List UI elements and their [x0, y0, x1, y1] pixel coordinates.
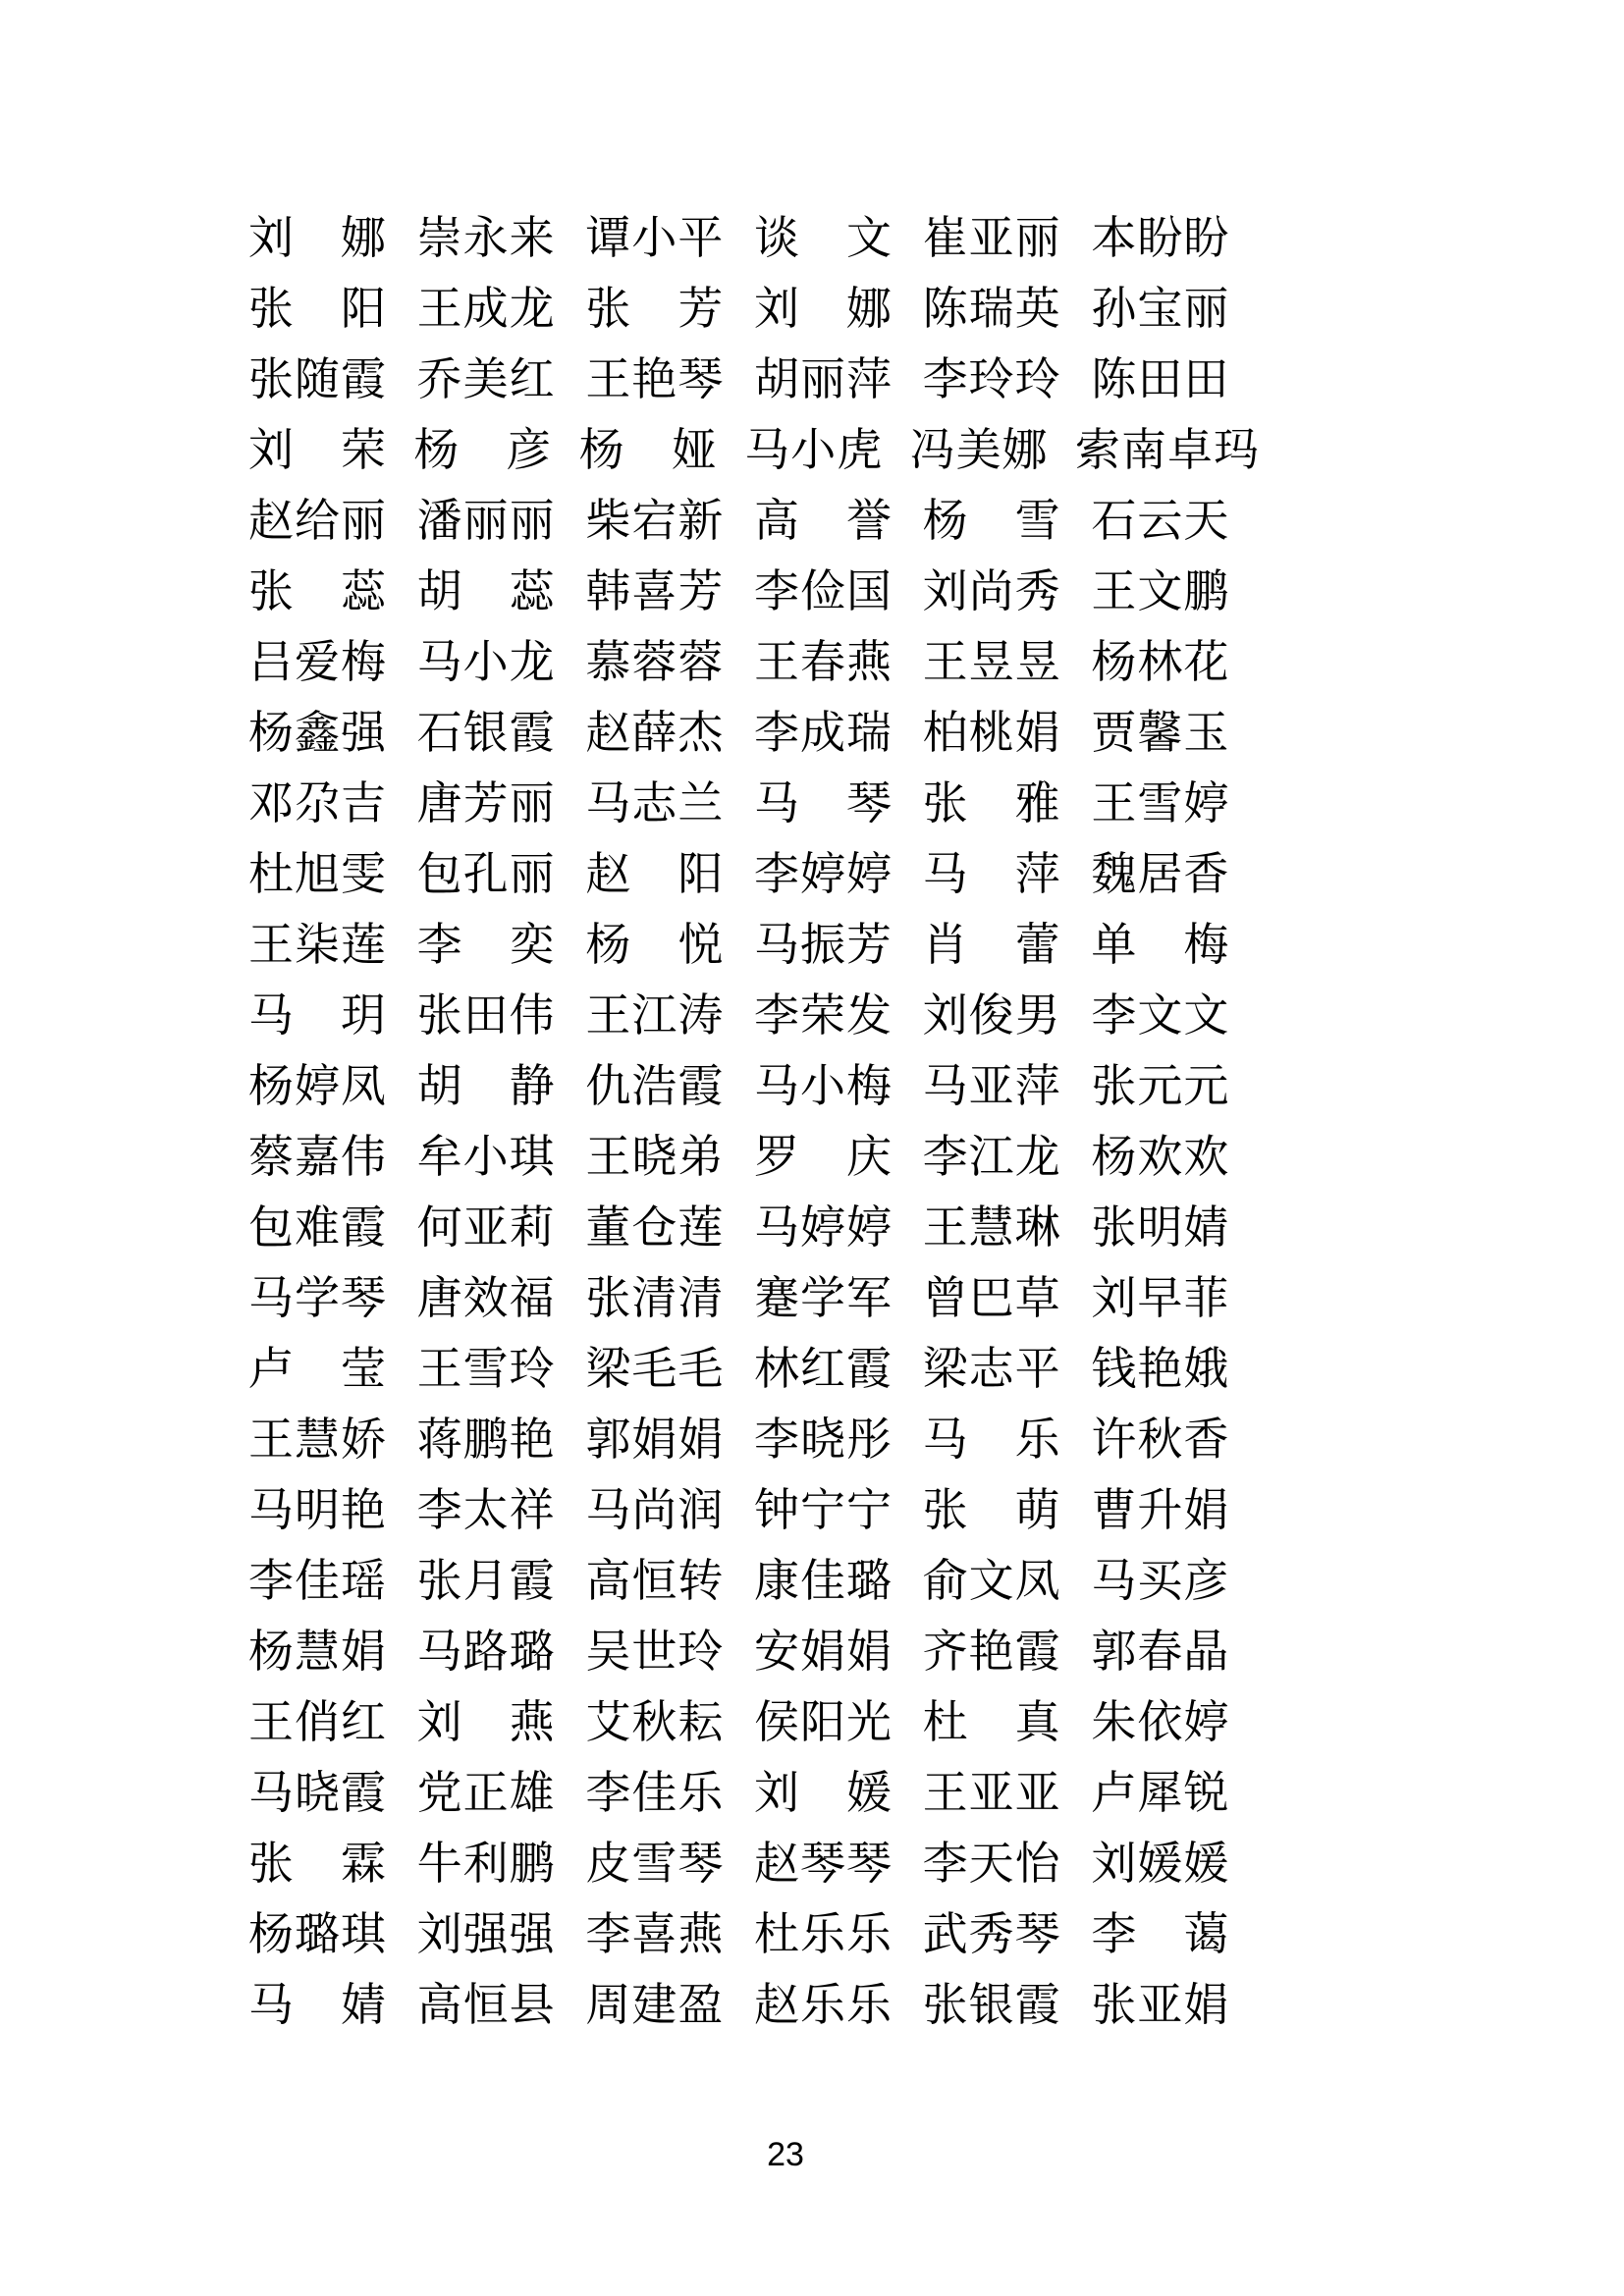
- name-cell: 杨 彦: [413, 425, 553, 475]
- name-cell: 肖 蕾: [922, 920, 1061, 970]
- name-cell: 李天怡: [922, 1839, 1061, 1889]
- name-cell: 乔美红: [416, 354, 556, 404]
- table-row: [248, 981, 1260, 1051]
- table-row: [248, 1405, 1260, 1475]
- name-cell: 马路璐: [416, 1627, 556, 1677]
- name-cell: 马 玥: [248, 990, 387, 1041]
- name-cell: 马明艳: [248, 1485, 387, 1535]
- table-row: [248, 627, 1260, 698]
- name-cell: 高 誉: [754, 496, 893, 546]
- name-cell: 索南卓玛: [1074, 425, 1260, 475]
- name-cell: 刘 荣: [248, 425, 387, 475]
- name-cell: 唐效福: [416, 1273, 556, 1323]
- name-cell: 慕蓉蓉: [585, 637, 725, 687]
- name-cell: 张元元: [1091, 1061, 1230, 1111]
- table-row: [248, 839, 1260, 910]
- name-cell: 张 阳: [248, 284, 387, 334]
- name-cell: 柏桃娟: [922, 708, 1061, 758]
- name-cell: 牛利鹏: [416, 1839, 556, 1889]
- name-cell: 马 婧: [248, 1980, 387, 2030]
- name-cell: 崇永来: [416, 213, 556, 263]
- name-cell: 齐艳霞: [922, 1627, 1061, 1677]
- name-cell: 马买彦: [1091, 1556, 1230, 1606]
- name-cell: 王成龙: [416, 284, 556, 334]
- table-row: [248, 1617, 1260, 1687]
- name-cell: 马 琴: [754, 778, 893, 828]
- name-cell: 刘尚秀: [922, 566, 1061, 616]
- name-cell: 马 萍: [922, 849, 1061, 899]
- name-cell: 郭娟娟: [585, 1415, 725, 1465]
- table-row: [248, 203, 1260, 274]
- name-cell: 李太祥: [416, 1485, 556, 1535]
- name-cell: 李婷婷: [754, 849, 893, 899]
- name-cell: 杨慧娟: [248, 1627, 387, 1677]
- name-cell: 赵薛杰: [585, 708, 725, 758]
- name-cell: 王雪玲: [416, 1344, 556, 1394]
- name-cell: 陈瑞英: [922, 284, 1061, 334]
- name-cell: 李俭国: [754, 566, 893, 616]
- name-cell: 朱依婷: [1091, 1697, 1230, 1747]
- name-cell: 牟小琪: [416, 1132, 556, 1182]
- name-cell: 石云天: [1091, 496, 1230, 546]
- name-cell: 邓尕吉: [248, 778, 387, 828]
- name-cell: 蒋鹏艳: [416, 1415, 556, 1465]
- name-cell: 张田伟: [416, 990, 556, 1041]
- name-cell: 魏居香: [1091, 849, 1230, 899]
- name-cell: 郭春晶: [1091, 1627, 1230, 1677]
- name-cell: 张明婧: [1091, 1202, 1230, 1253]
- name-cell: 陈田田: [1091, 354, 1230, 404]
- name-cell: 崔亚丽: [922, 213, 1061, 263]
- name-cell: 王文鹏: [1091, 566, 1230, 616]
- name-cell: 钟宁宁: [754, 1485, 893, 1535]
- name-cell: 杜旭雯: [248, 849, 387, 899]
- name-cell: 包难霞: [248, 1202, 387, 1253]
- table-row: [248, 769, 1260, 839]
- name-cell: 杨 悦: [585, 920, 725, 970]
- name-cell: 王慧娇: [248, 1415, 387, 1465]
- name-cell: 张 蕊: [248, 566, 387, 616]
- name-cell: 张银霞: [922, 1980, 1061, 2030]
- name-cell: 赵琴琴: [754, 1839, 893, 1889]
- name-cell: 王雪婷: [1091, 778, 1230, 828]
- name-cell: 石银霞: [416, 708, 556, 758]
- name-cell: 柴宕新: [585, 496, 725, 546]
- name-cell: 杨婷凤: [248, 1061, 387, 1111]
- name-cell: 杜乐乐: [754, 1909, 893, 1959]
- table-row: [248, 1546, 1260, 1617]
- name-cell: 唐芳丽: [416, 778, 556, 828]
- name-cell: 胡 静: [416, 1061, 556, 1111]
- name-cell: 冯美娜: [909, 425, 1049, 475]
- name-cell: 张随霞: [248, 354, 387, 404]
- name-cell: 吴世玲: [585, 1627, 725, 1677]
- name-cell: 马学琴: [248, 1273, 387, 1323]
- name-cell: 罗 庆: [754, 1132, 893, 1182]
- name-cell: 王昱昱: [922, 637, 1061, 687]
- name-cell: 蹇学军: [754, 1273, 893, 1323]
- name-cell: 仇浩霞: [585, 1061, 725, 1111]
- name-cell: 王艳琴: [585, 354, 725, 404]
- name-cell: 曾巴草: [922, 1273, 1061, 1323]
- name-cell: 马晓霞: [248, 1768, 387, 1818]
- name-cell: 康佳璐: [754, 1556, 893, 1606]
- name-cell: 李晓彤: [754, 1415, 893, 1465]
- name-cell: 王柒莲: [248, 920, 387, 970]
- name-cell: 李 蔼: [1091, 1909, 1230, 1959]
- name-cell: 马小虎: [744, 425, 884, 475]
- name-cell: 马 乐: [922, 1415, 1061, 1465]
- name-cell: 王俏红: [248, 1697, 387, 1747]
- name-cell: 李文文: [1091, 990, 1230, 1041]
- name-cell: 张 雅: [922, 778, 1061, 828]
- name-cell: 谭小平: [585, 213, 725, 263]
- page-number: 23: [767, 2136, 804, 2173]
- table-row: [248, 1334, 1260, 1405]
- table-row: [248, 1687, 1260, 1758]
- name-cell: 刘早菲: [1091, 1273, 1230, 1323]
- name-cell: 胡丽萍: [754, 354, 893, 404]
- name-cell: 赵给丽: [248, 496, 387, 546]
- name-cell: 卢 莹: [248, 1344, 387, 1394]
- name-cell: 董仓莲: [585, 1202, 725, 1253]
- name-cell: 李江龙: [922, 1132, 1061, 1182]
- name-grid: [248, 203, 1260, 2041]
- table-row: [248, 1122, 1260, 1193]
- name-cell: 孙宝丽: [1091, 284, 1230, 334]
- name-cell: 刘强强: [416, 1909, 556, 1959]
- name-cell: 王江涛: [585, 990, 725, 1041]
- name-cell: 梁毛毛: [585, 1344, 725, 1394]
- table-row: [248, 486, 1260, 557]
- name-cell: 艾秋耘: [585, 1697, 725, 1747]
- name-cell: 杨鑫强: [248, 708, 387, 758]
- name-cell: 高恒县: [416, 1980, 556, 2030]
- name-cell: 李喜燕: [585, 1909, 725, 1959]
- name-cell: 杨 雪: [922, 496, 1061, 546]
- name-cell: 杨 娅: [578, 425, 718, 475]
- table-row: [248, 1899, 1260, 1970]
- table-row: [248, 1829, 1260, 1899]
- table-row: [248, 698, 1260, 769]
- name-cell: 韩喜芳: [585, 566, 725, 616]
- name-cell: 王春燕: [754, 637, 893, 687]
- table-row: [248, 1758, 1260, 1829]
- table-row: [248, 1475, 1260, 1546]
- name-cell: 谈 文: [754, 213, 893, 263]
- name-cell: 杨璐琪: [248, 1909, 387, 1959]
- name-cell: 包孔丽: [416, 849, 556, 899]
- name-cell: 李佳乐: [585, 1768, 725, 1818]
- name-cell: 马振芳: [754, 920, 893, 970]
- name-cell: 刘 娜: [248, 213, 387, 263]
- name-cell: 林红霞: [754, 1344, 893, 1394]
- table-row: [248, 1051, 1260, 1122]
- name-cell: 俞文凤: [922, 1556, 1061, 1606]
- table-row: [248, 910, 1260, 981]
- name-cell: 刘俊男: [922, 990, 1061, 1041]
- name-cell: 赵 阳: [585, 849, 725, 899]
- name-cell: 马小梅: [754, 1061, 893, 1111]
- table-row: [248, 1970, 1260, 2041]
- name-cell: 贾馨玉: [1091, 708, 1230, 758]
- name-cell: 王亚亚: [922, 1768, 1061, 1818]
- name-cell: 梁志平: [922, 1344, 1061, 1394]
- name-cell: 张 霖: [248, 1839, 387, 1889]
- name-cell: 侯阳光: [754, 1697, 893, 1747]
- name-cell: 马亚萍: [922, 1061, 1061, 1111]
- name-cell: 杨林花: [1091, 637, 1230, 687]
- name-cell: 曹升娟: [1091, 1485, 1230, 1535]
- name-cell: 李佳瑶: [248, 1556, 387, 1606]
- name-cell: 安娟娟: [754, 1627, 893, 1677]
- name-cell: 胡 蕊: [416, 566, 556, 616]
- table-row: [248, 1263, 1260, 1334]
- name-cell: 高恒转: [585, 1556, 725, 1606]
- name-cell: 周建盈: [585, 1980, 725, 2030]
- name-cell: 卢犀锐: [1091, 1768, 1230, 1818]
- name-cell: 武秀琴: [922, 1909, 1061, 1959]
- name-cell: 张 萌: [922, 1485, 1061, 1535]
- name-cell: 刘媛媛: [1091, 1839, 1230, 1889]
- name-cell: 马婷婷: [754, 1202, 893, 1253]
- name-cell: 李成瑞: [754, 708, 893, 758]
- name-cell: 本盼盼: [1091, 213, 1230, 263]
- name-cell: 王晓弟: [585, 1132, 725, 1182]
- name-cell: 皮雪琴: [585, 1839, 725, 1889]
- name-cell: 刘 媛: [754, 1768, 893, 1818]
- name-cell: 马小龙: [416, 637, 556, 687]
- name-cell: 张月霞: [416, 1556, 556, 1606]
- name-cell: 钱艳娥: [1091, 1344, 1230, 1394]
- name-cell: 潘丽丽: [416, 496, 556, 546]
- table-row: [248, 415, 1260, 486]
- name-cell: 刘 娜: [754, 284, 893, 334]
- name-cell: 李玲玲: [922, 354, 1061, 404]
- name-cell: 杜 真: [922, 1697, 1061, 1747]
- name-cell: 杨欢欢: [1091, 1132, 1230, 1182]
- name-cell: 马尚润: [585, 1485, 725, 1535]
- table-row: [248, 557, 1260, 627]
- name-cell: 王慧琳: [922, 1202, 1061, 1253]
- name-cell: 李荣发: [754, 990, 893, 1041]
- name-cell: 张亚娟: [1091, 1980, 1230, 2030]
- table-row: [248, 274, 1260, 345]
- name-cell: 单 梅: [1091, 920, 1230, 970]
- name-cell: 张 芳: [585, 284, 725, 334]
- name-cell: 许秋香: [1091, 1415, 1230, 1465]
- name-cell: 赵乐乐: [754, 1980, 893, 2030]
- name-cell: 党正雄: [416, 1768, 556, 1818]
- name-cell: 刘 燕: [416, 1697, 556, 1747]
- table-row: [248, 1193, 1260, 1263]
- name-cell: 张清清: [585, 1273, 725, 1323]
- name-cell: 马志兰: [585, 778, 725, 828]
- name-cell: 吕爱梅: [248, 637, 387, 687]
- name-cell: 何亚莉: [416, 1202, 556, 1253]
- name-cell: 李 奕: [416, 920, 556, 970]
- table-row: [248, 345, 1260, 415]
- name-cell: 蔡嘉伟: [248, 1132, 387, 1182]
